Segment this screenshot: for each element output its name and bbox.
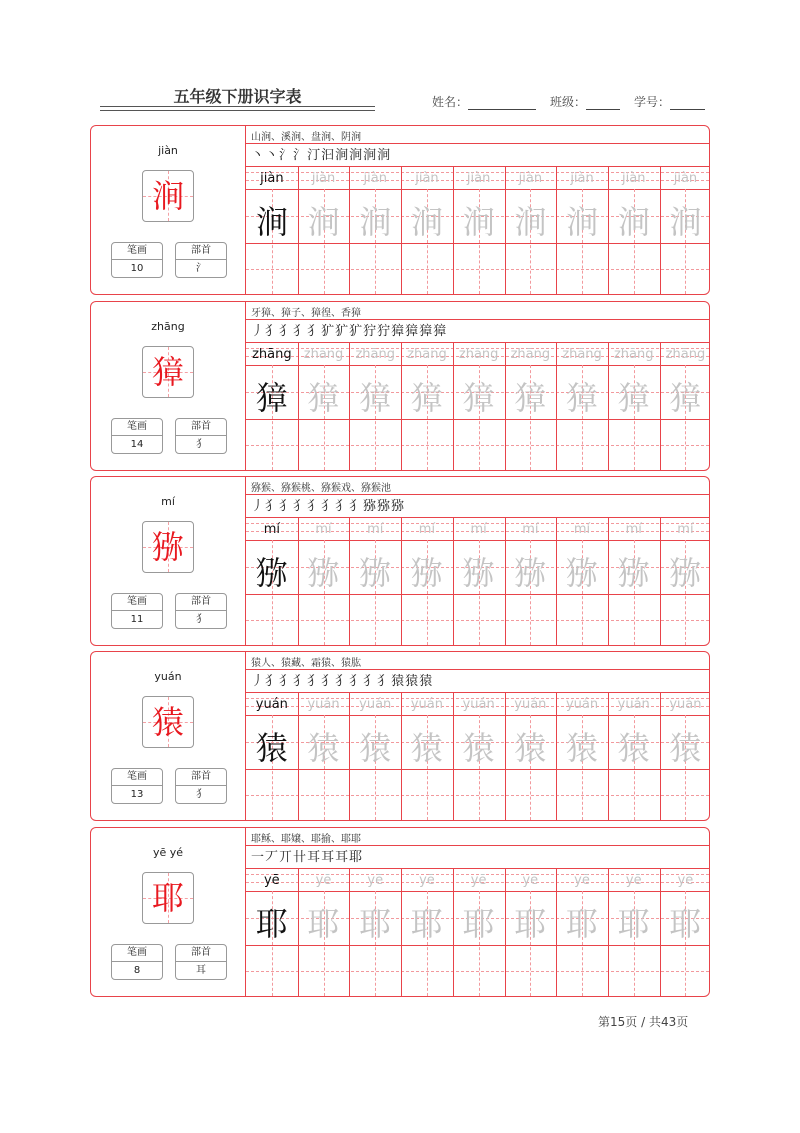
radical-value: 氵: [196, 263, 206, 274]
pinyin-practice: zhāng: [613, 347, 654, 362]
stroke-step: 狞: [363, 324, 378, 339]
main-character: 獐: [151, 353, 184, 391]
character-practice: 猕: [307, 554, 340, 592]
stroke-step: 丶: [251, 148, 266, 163]
pinyin-practice: zhāng: [252, 347, 292, 362]
stroke-step: 涧: [335, 148, 350, 163]
pinyin-label: yē yé: [152, 846, 184, 859]
character-practice: 耶: [307, 905, 340, 943]
stroke-step: 耳: [335, 850, 350, 865]
character-practice: 獐: [462, 379, 495, 417]
stroke-step: 氵: [279, 148, 294, 163]
stroke-step: 丌: [279, 850, 294, 865]
character-box: [142, 346, 194, 398]
stroke-step: 丆: [265, 850, 280, 865]
stroke-step: 犭: [377, 674, 392, 689]
stroke-step: 犭: [265, 324, 280, 339]
character-practice: 猿: [566, 729, 599, 767]
pinyin-practice: yuán: [462, 697, 495, 712]
character-practice: 耶: [514, 905, 547, 943]
stroke-step: 猕: [377, 499, 392, 514]
pinyin-practice: mí: [315, 522, 332, 537]
stroke-order: [251, 320, 447, 339]
pinyin-practice: yuán: [565, 697, 599, 712]
pinyin-practice: yē: [263, 873, 280, 888]
pinyin-practice: mí: [418, 522, 436, 537]
pinyin-practice: mí: [522, 522, 539, 537]
stroke-step: 犷: [349, 324, 364, 339]
pinyin-practice: yuán: [255, 697, 288, 712]
stroke-step: 犷: [321, 324, 336, 339]
stroke-step: 犭: [321, 499, 336, 514]
pinyin-practice: jiàn: [673, 171, 698, 186]
pinyin-practice: mí: [470, 522, 487, 537]
character-practice: 耶: [462, 905, 495, 943]
character-practice: 猿: [462, 729, 495, 767]
stroke-count-value: 14: [130, 439, 144, 450]
character-practice: 涧: [307, 203, 340, 241]
stroke-step: 猕: [391, 499, 406, 514]
stroke-count-label: 笔画: [112, 594, 162, 611]
stroke-step: 丶: [265, 148, 280, 163]
class-field[interactable]: [550, 93, 620, 110]
pinyin-practice: jiàn: [466, 171, 491, 186]
page-number: 第15页 / 共43页: [598, 1015, 689, 1029]
character-info-panel: [91, 302, 246, 470]
pinyin-practice: yē: [470, 873, 487, 888]
character-practice: 涧: [410, 203, 443, 241]
character-practice: 涧: [514, 203, 547, 241]
character-practice: 猕: [462, 554, 495, 592]
stroke-step: 狞: [377, 324, 392, 339]
character-practice: 耶: [410, 905, 443, 943]
pinyin-practice: zhāng: [562, 347, 602, 362]
character-box: [142, 696, 194, 748]
radical-value: 犭: [196, 614, 206, 625]
radical-label: 部首: [176, 419, 226, 436]
stroke-count-box: [111, 768, 163, 804]
stroke-step: 丿: [251, 499, 266, 514]
character-practice: 耶: [359, 905, 392, 943]
pinyin-practice: zhāng: [407, 347, 447, 362]
character-info-panel: [91, 126, 246, 294]
stroke-step: 涧: [363, 148, 378, 163]
radical-label: 部首: [176, 594, 226, 611]
character-practice: 涧: [566, 203, 599, 241]
pinyin-practice: yuán: [307, 697, 340, 712]
stroke-step: 涧: [377, 148, 392, 163]
character-practice: 涧: [359, 203, 392, 241]
character-practice: 猕: [514, 554, 547, 592]
pinyin-label: yuán: [154, 670, 182, 683]
stroke-step: 汀: [307, 148, 322, 163]
character-practice: 猿: [359, 729, 392, 767]
pinyin-practice: jiàn: [622, 171, 646, 186]
character-practice: 耶: [617, 905, 650, 943]
stroke-step: 犷: [335, 324, 350, 339]
worksheet-title: 五年级下册识字表: [173, 87, 302, 106]
stroke-step: 獐: [405, 324, 420, 339]
character-box: [142, 872, 194, 924]
pinyin-label: jiàn: [158, 144, 178, 157]
character-block: [90, 827, 710, 997]
pinyin-practice: yē: [625, 873, 642, 888]
stroke-step: 耳: [307, 850, 322, 865]
example-words: 猿人、猿藏、霜猿、猿肱: [251, 658, 361, 669]
stroke-step: 犭: [335, 674, 350, 689]
example-words: 牙獐、獐子、獐徨、香獐: [251, 308, 361, 319]
character-practice: 獐: [410, 379, 443, 417]
stroke-step: 氵: [293, 148, 308, 163]
name-field[interactable]: [432, 93, 536, 110]
pinyin-practice: yē: [367, 873, 384, 888]
character-info-panel: [91, 652, 246, 820]
character-practice: 獐: [255, 379, 288, 417]
character-practice: 猿: [669, 729, 702, 767]
main-character: 耶: [151, 879, 184, 917]
stroke-step: 獐: [391, 324, 406, 339]
pinyin-practice: jiàn: [518, 171, 543, 186]
pinyin-practice: yuán: [514, 697, 547, 712]
character-practice: 獐: [617, 379, 650, 417]
pinyin-label: zhāng: [151, 320, 185, 333]
stroke-step: 犭: [363, 674, 378, 689]
stroke-step: 丿: [251, 324, 266, 339]
character-practice: 獐: [307, 379, 340, 417]
stroke-step: 犭: [321, 674, 336, 689]
stroke-step: 獐: [433, 324, 448, 339]
main-character: 猕: [151, 528, 184, 566]
pinyin-practice: yuán: [359, 697, 392, 712]
stroke-count-box: [111, 944, 163, 980]
main-character: 涧: [151, 177, 184, 215]
stroke-step: 犭: [293, 324, 308, 339]
character-info-panel: [91, 828, 246, 996]
pinyin-practice: mí: [625, 522, 642, 537]
pinyin-practice: yē: [419, 873, 435, 888]
character-block: [90, 301, 710, 471]
stroke-step: 丿: [251, 674, 266, 689]
stroke-count-box: [111, 418, 163, 454]
title-rule: [100, 106, 375, 107]
pinyin-practice: yē: [522, 873, 539, 888]
pinyin-practice: mí: [263, 522, 280, 537]
stroke-step: 犭: [293, 499, 308, 514]
character-practice: 涧: [617, 203, 650, 241]
stroke-step: 涧: [349, 148, 364, 163]
character-practice: 猿: [514, 729, 547, 767]
character-practice: 猕: [617, 554, 650, 592]
class-label: 班级：: [550, 95, 587, 109]
radical-label: 部首: [176, 769, 226, 786]
example-words: 猕猴、猕猴桃、猕猴戏、猕猴池: [251, 483, 391, 494]
example-words: 耶稣、耶嬢、耶揄、耶耶: [251, 834, 361, 845]
stroke-step: 犭: [349, 499, 364, 514]
character-practice: 涧: [462, 203, 495, 241]
pinyin-practice: jiàn: [570, 171, 594, 186]
stroke-order: [251, 670, 433, 689]
stroke-count-value: 13: [130, 789, 144, 800]
pinyin-practice: jiàn: [415, 171, 439, 186]
stroke-count-label: 笔画: [112, 243, 162, 260]
name-label: 姓名：: [432, 95, 469, 109]
pinyin-practice: yē: [574, 873, 590, 888]
character-practice: 涧: [669, 203, 702, 241]
stroke-step: 猕: [363, 499, 378, 514]
pinyin-practice: yuán: [669, 697, 702, 712]
character-practice: 耶: [566, 905, 599, 943]
stroke-step: 犭: [307, 674, 322, 689]
stroke-step: 猿: [405, 674, 420, 689]
stroke-count-value: 8: [133, 965, 141, 976]
character-practice: 耶: [255, 905, 288, 943]
pinyin-practice: yē: [315, 873, 332, 888]
radical-value: 耳: [196, 965, 206, 976]
stroke-count-value: 10: [130, 263, 144, 274]
pinyin-practice: yuán: [410, 697, 443, 712]
stroke-step: 犭: [307, 499, 322, 514]
character-block: [90, 651, 710, 821]
title-rule: [100, 110, 375, 111]
radical-value: 犭: [196, 789, 206, 800]
stroke-order: [251, 846, 363, 865]
stroke-count-box: [111, 593, 163, 629]
pinyin-practice: zhāng: [355, 347, 395, 362]
stroke-step: 犭: [279, 499, 294, 514]
character-practice: 獐: [514, 379, 547, 417]
pinyin-practice: mí: [367, 522, 384, 537]
character-practice: 猕: [410, 554, 443, 592]
pinyin-practice: zhāng: [510, 347, 551, 362]
stroke-count-label: 笔画: [112, 945, 162, 962]
radical-box: [175, 418, 227, 454]
character-practice: 獐: [669, 379, 702, 417]
character-practice: 耶: [669, 905, 702, 943]
character-practice: 猕: [255, 554, 288, 592]
radical-value: 犭: [196, 439, 206, 450]
radical-label: 部首: [176, 243, 226, 260]
pinyin-practice: yē: [677, 873, 694, 888]
character-practice: 猿: [307, 729, 340, 767]
stroke-step: 獐: [419, 324, 434, 339]
character-practice: 獐: [566, 379, 599, 417]
character-box: [142, 170, 194, 222]
character-practice: 獐: [359, 379, 392, 417]
character-practice: 涧: [255, 203, 288, 241]
radical-box: [175, 242, 227, 278]
character-info-panel: [91, 477, 246, 645]
radical-label: 部首: [176, 945, 226, 962]
main-character: 猿: [151, 703, 184, 741]
stroke-step: 犭: [265, 499, 280, 514]
character-block: [90, 125, 710, 295]
stroke-step: 耶: [349, 850, 364, 865]
radical-box: [175, 944, 227, 980]
character-practice: 猕: [359, 554, 392, 592]
pinyin-practice: yuán: [617, 697, 650, 712]
pinyin-practice: zhāng: [458, 347, 499, 362]
stroke-step: 犭: [307, 324, 322, 339]
id-label: 学号：: [634, 95, 671, 109]
stroke-step: 犭: [349, 674, 364, 689]
pinyin-practice: zhāng: [665, 347, 706, 362]
stroke-step: 猿: [391, 674, 406, 689]
pinyin-practice: jiàn: [260, 171, 284, 186]
character-practice: 猕: [566, 554, 599, 592]
pinyin-practice: mí: [677, 522, 694, 537]
id-field[interactable]: [634, 93, 705, 110]
stroke-step: 犭: [279, 674, 294, 689]
pinyin-practice: mí: [573, 522, 591, 537]
pinyin-practice: zhāng: [303, 347, 344, 362]
character-practice: 猿: [255, 729, 288, 767]
stroke-count-box: [111, 242, 163, 278]
stroke-order: [251, 144, 391, 163]
character-block: [90, 476, 710, 646]
pinyin-practice: jiàn: [363, 171, 387, 186]
character-practice: 猿: [410, 729, 443, 767]
stroke-step: 一: [251, 850, 266, 865]
character-practice: 猿: [617, 729, 650, 767]
stroke-step: 卄: [293, 850, 308, 865]
stroke-count-value: 11: [130, 614, 144, 625]
character-practice: 猕: [669, 554, 702, 592]
stroke-step: 犭: [335, 499, 350, 514]
example-words: 山涧、溪涧、盘涧、阴涧: [251, 132, 361, 143]
pinyin-label: mí: [161, 495, 175, 508]
stroke-step: 汩: [321, 148, 336, 163]
radical-box: [175, 768, 227, 804]
stroke-order: [251, 495, 405, 514]
stroke-step: 犭: [265, 674, 280, 689]
character-box: [142, 521, 194, 573]
stroke-count-label: 笔画: [112, 419, 162, 436]
stroke-step: 犭: [293, 674, 308, 689]
stroke-count-label: 笔画: [112, 769, 162, 786]
stroke-step: 耳: [321, 850, 336, 865]
radical-box: [175, 593, 227, 629]
stroke-step: 犭: [279, 324, 294, 339]
pinyin-practice: jiàn: [311, 171, 336, 186]
stroke-step: 猿: [419, 674, 434, 689]
